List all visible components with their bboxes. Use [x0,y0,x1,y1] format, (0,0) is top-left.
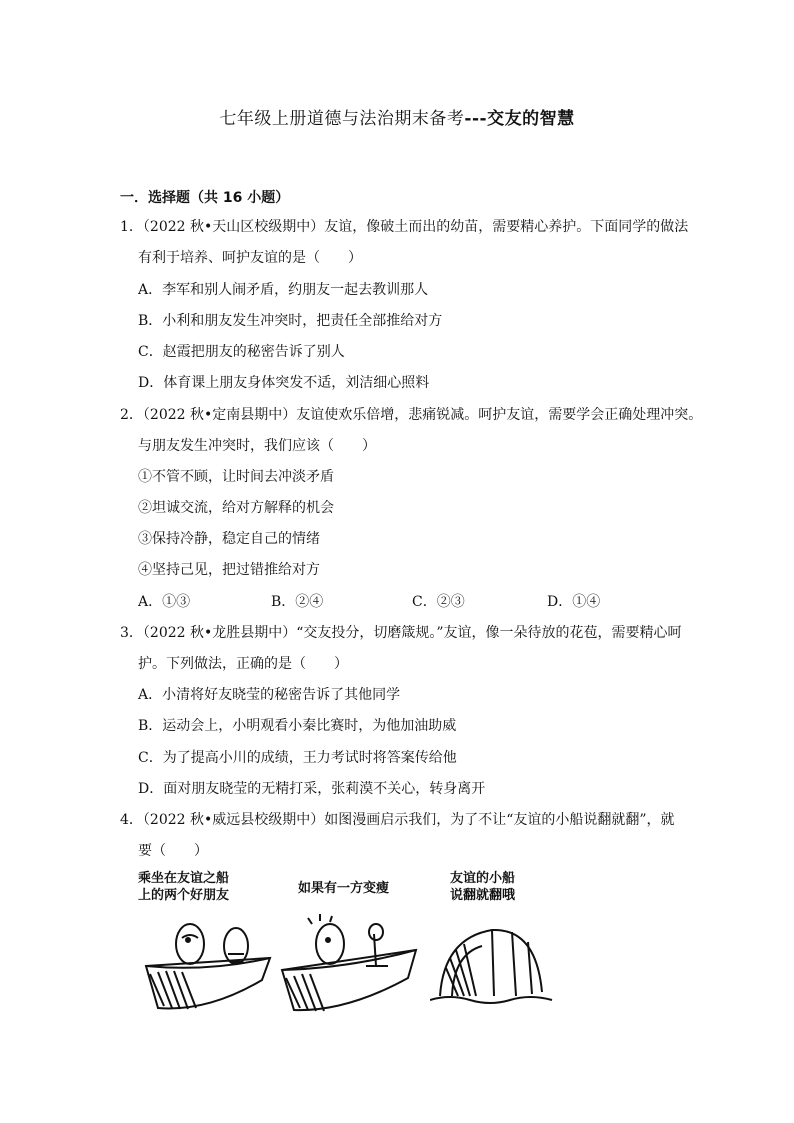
comic-caption-1-line1: 乘坐在友谊之船 [138,871,230,886]
q1-option-d: D．体育课上朋友身体突发不适，刘洁细心照料 [138,375,430,391]
q1-option-a: A．李军和别人闹矛盾，约朋友一起去教训那人 [138,282,429,298]
page-title [0,104,794,129]
title-prefix: 七年级上册道德与法治期末备考 [219,109,465,129]
q3-stem-line2: 护。下列做法，正确的是（ ） [138,656,348,672]
q2-stem-line1: 2．（2022 秋•定南县期中）友谊使欢乐倍增，悲痛锐减。呵护友谊，需要学会正确处理冲突。 [120,407,703,423]
q3-stem-line1: 3．（2022 秋•龙胜县期中）“交友投分，切磨箴规。”友谊，像一朵待放的花苞，需要精心呵 [120,625,682,641]
comic-panel-3-drawing [430,908,558,1018]
section-header: 一．选择题（共 16 小题） [120,190,290,206]
q1-stem-line1: 1．（2022 秋•天山区校级期中）友谊，像破土而出的幼苗，需要精心养护。下面同学的做法 [120,219,689,235]
q3-option-c: C．为了提高小川的成绩，王力考试时将答案传给他 [138,750,457,766]
q2-statement-4: ④坚持己见，把过错推给对方 [138,562,320,578]
q1-stem-line2: 有利于培养、呵护友谊的是（ ） [138,250,362,266]
q1-option-c: C．赵霞把朋友的秘密告诉了别人 [138,344,345,360]
comic-panel-1-drawing [138,908,278,1018]
comic-caption-3-line1: 友谊的小船 [450,871,516,886]
comic-panel-2-drawing [276,908,426,1018]
q3-option-d: D．面对朋友晓莹的无精打采，张莉漠不关心，转身离开 [138,781,486,797]
comic-caption-1-line2: 上的两个好朋友 [138,888,230,903]
q3-option-b: B．运动会上，小明观看小秦比赛时，为他加油助威 [138,718,457,734]
q4-stem-line2: 要（ ） [138,843,208,859]
comic-caption-2: 如果有一方变瘦 [298,881,390,896]
q3-option-a: A．小清将好友晓莹的秘密告诉了其他同学 [138,687,401,703]
friendship-boat-comic [138,868,558,1018]
q2-statement-2: ②坦诚交流，给对方解释的机会 [138,500,334,516]
q4-stem-line1: 4．（2022 秋•威远县校级期中）如图漫画启示我们，为了不让“友谊的小船说翻就翻”，就 [120,812,675,828]
q2-stem-line2: 与朋友发生冲突时，我们应该（ ） [138,438,376,454]
q2-option-c: C．②③ [412,594,465,610]
q2-option-d: D．①④ [547,594,601,610]
comic-caption-3-line2: 说翻就翻哦 [450,888,516,903]
q2-statement-1: ①不管不顾，让时间去冲淡矛盾 [138,469,334,485]
q2-statement-3: ③保持冷静，稳定自己的情绪 [138,531,320,547]
q1-option-b: B．小利和朋友发生冲突时，把责任全部推给对方 [138,313,443,329]
q2-option-b: B．②④ [271,594,324,610]
q2-option-a: A．①③ [138,594,191,610]
title-topic: ---交友的智慧 [464,109,575,129]
